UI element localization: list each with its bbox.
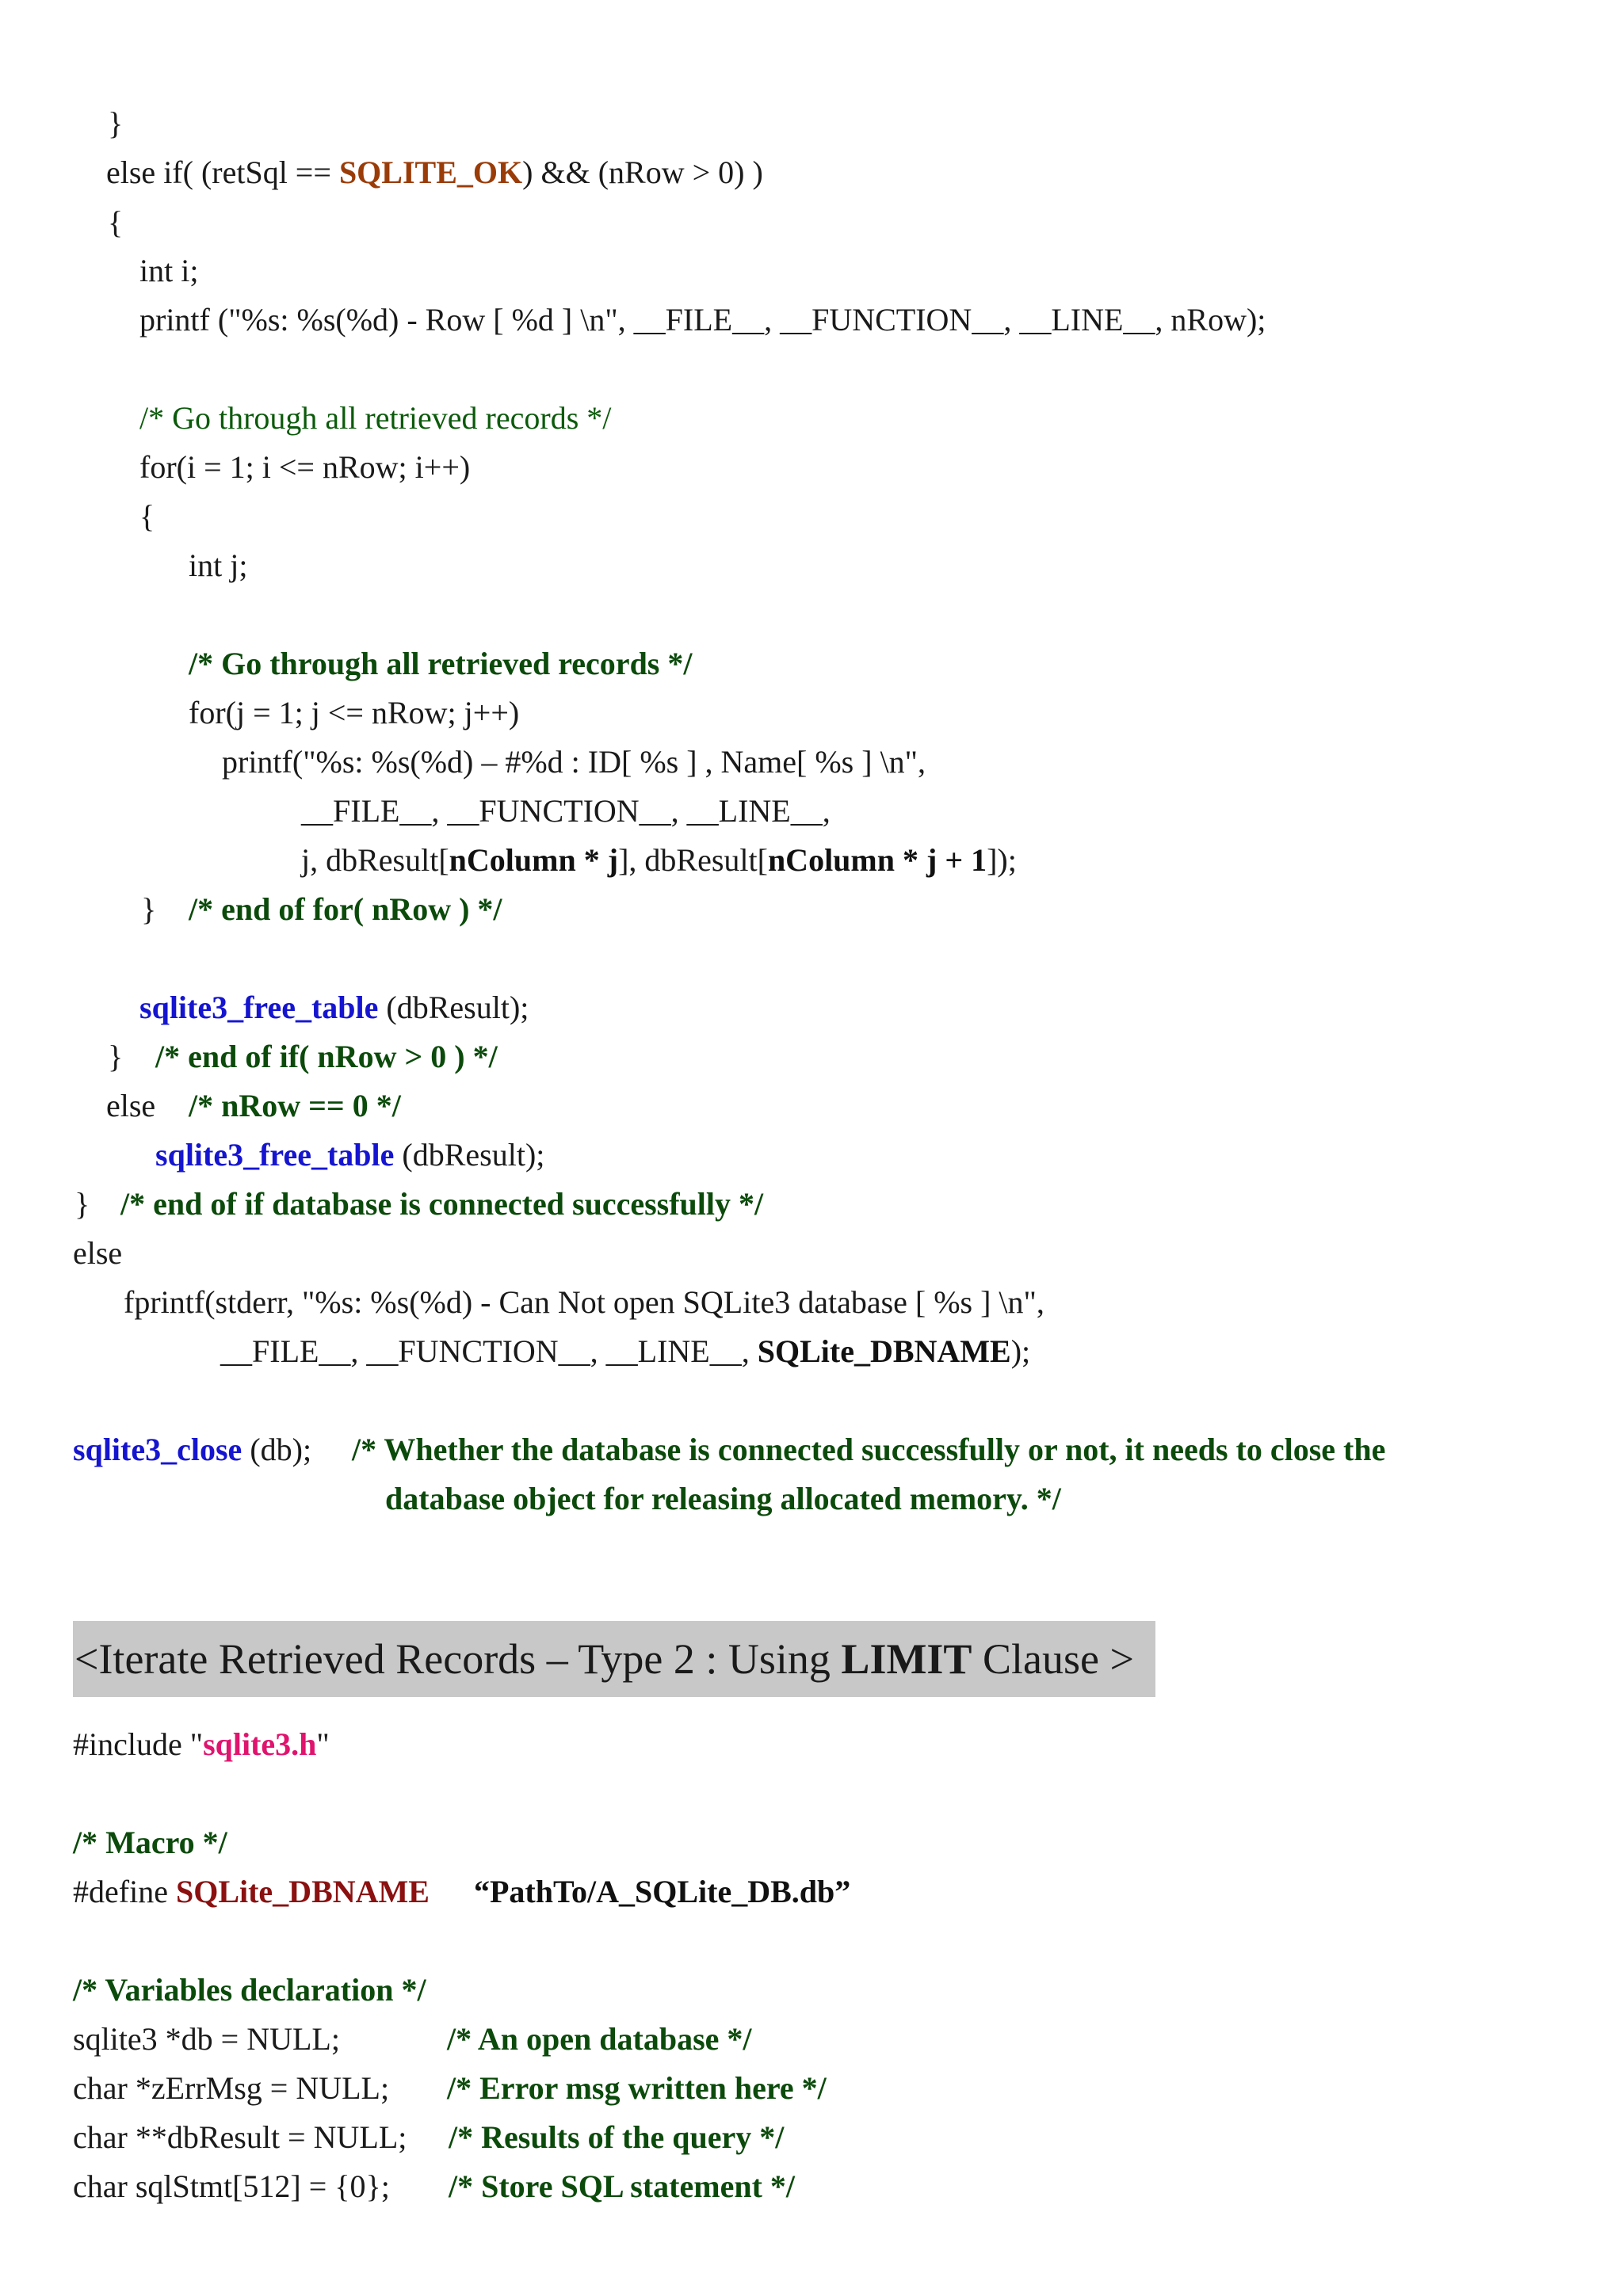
macro-value: “PathTo/A_SQLite_DB.db”: [474, 1874, 851, 1909]
code-line: char *zErrMsg = NULL;: [73, 2070, 390, 2106]
code-comment: /* Macro */: [73, 1825, 227, 1860]
code-comment: /* Store SQL statement */: [449, 2168, 796, 2204]
code-text: ], dbResult[: [618, 842, 768, 878]
code-comment: /* Variables declaration */: [73, 1972, 426, 2008]
code-line: {: [108, 204, 124, 240]
code-line: char sqlStmt[512] = {0};: [73, 2168, 390, 2204]
function-name: sqlite3_free_table: [139, 990, 379, 1025]
heading-text: Clause >: [972, 1635, 1134, 1683]
keyword-sqlite-ok: SQLITE_OK: [338, 154, 523, 190]
code-text: ": [316, 1726, 330, 1762]
code-line: }: [74, 1186, 90, 1222]
code-line: printf ("%s: %s(%d) - Row [ %d ] \n", __FILE__, __FUNCTION__, __LINE__, nRow);: [139, 302, 1266, 338]
code-text: (dbResult);: [378, 990, 529, 1025]
code-text: __FILE__, __FUNCTION__, __LINE__,: [220, 1333, 758, 1369]
include-file: sqlite3.h: [203, 1726, 317, 1762]
code-line: int i;: [139, 253, 199, 288]
code-line: __FILE__, __FUNCTION__, __LINE__,: [301, 793, 831, 829]
code-comment: /* nRow == 0 */: [189, 1088, 401, 1123]
code-line: fprintf(stderr, "%s: %s(%d) - Can Not open SQLite3 database [ %s ] \n",: [124, 1284, 1044, 1320]
code-line: [73, 1428, 311, 1472]
code-text: );: [1010, 1333, 1031, 1369]
function-name: sqlite3_free_table: [155, 1137, 395, 1173]
code-text: #define: [73, 1874, 176, 1909]
code-line: {: [139, 498, 155, 534]
code-line: [301, 838, 1017, 883]
code-line: printf("%s: %s(%d) – #%d : ID[ %s ] , Name[ %s ] \n",: [222, 744, 926, 780]
code-line: sqlite3 *db = NULL;: [73, 2021, 340, 2057]
heading-bold: LIMIT: [841, 1635, 972, 1683]
code-text: j, dbResult[: [301, 842, 449, 878]
code-comment: /* An open database */: [447, 2021, 752, 2057]
code-bold: SQLite_DBNAME: [757, 1333, 1011, 1369]
code-line: [155, 1133, 544, 1177]
code-comment: database object for releasing allocated memory. */: [385, 1481, 1061, 1516]
code-comment: /* Whether the database is connected successfully or not, it needs to close the: [352, 1432, 1386, 1467]
code-line: [73, 1722, 330, 1767]
code-line: }: [141, 891, 157, 927]
heading-text: <Iterate Retrieved Records – Type 2 : Using: [74, 1635, 842, 1683]
code-comment: /* end of for( nRow ) */: [189, 891, 502, 927]
code-comment: /* end of if( nRow > 0 ) */: [155, 1039, 498, 1074]
code-comment: /* end of if database is connected successfully */: [120, 1186, 764, 1222]
code-line: for(i = 1; i <= nRow; i++): [139, 449, 471, 485]
code-line: [106, 151, 763, 195]
code-line: [220, 1329, 1030, 1374]
code-line: char **dbResult = NULL;: [73, 2119, 407, 2155]
code-text: ) && (nRow > 0) ): [522, 154, 763, 190]
code-text: else if( (retSql ==: [106, 154, 339, 190]
code-line: [139, 986, 529, 1030]
code-bold: nColumn * j + 1: [767, 842, 987, 878]
code-text: (dbResult);: [394, 1137, 545, 1173]
code-line: }: [108, 1039, 124, 1074]
code-line: }: [108, 105, 124, 141]
code-comment: /* Go through all retrieved records */: [139, 400, 612, 436]
code-bold: nColumn * j: [449, 842, 619, 878]
code-comment: /* Error msg written here */: [447, 2070, 827, 2106]
code-line: [73, 1870, 430, 1914]
code-line: for(j = 1; j <= nRow; j++): [189, 695, 520, 730]
function-name: sqlite3_close: [73, 1432, 242, 1467]
code-text: ]);: [987, 842, 1017, 878]
macro-name: SQLite_DBNAME: [175, 1874, 430, 1909]
code-comment: /* Go through all retrieved records */: [189, 646, 693, 681]
code-text: (db);: [242, 1432, 312, 1467]
code-text: #include ": [73, 1726, 204, 1762]
section-heading: [73, 1621, 1155, 1697]
code-line: else: [73, 1235, 123, 1271]
code-line: int j;: [189, 547, 248, 583]
code-comment: /* Results of the query */: [449, 2119, 785, 2155]
code-line: else: [106, 1088, 156, 1123]
